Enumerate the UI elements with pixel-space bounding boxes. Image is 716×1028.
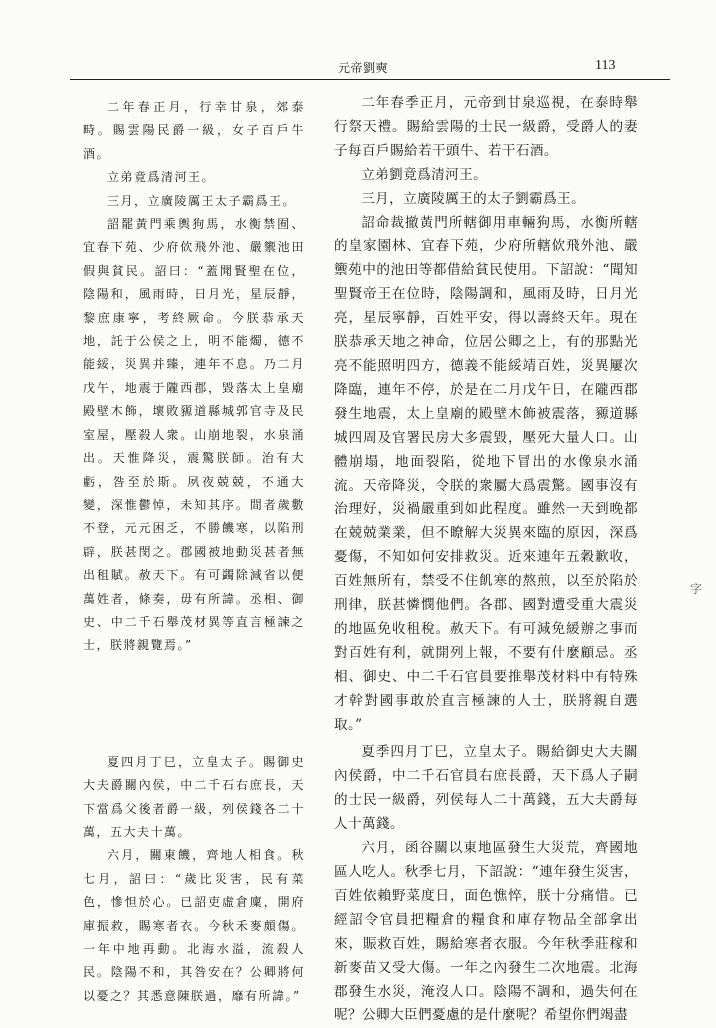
modern-paragraph-3: 三月，立廣陵厲王的太子劉霸爲王。 [361,190,586,207]
running-title: 元帝劉奭 [338,61,389,75]
modern-paragraph-4: 詔命裁撤黃門所轄御用車輛狗馬，水衡所轄的皇家園林、宜春下苑，少府所轄佽飛外池、嚴籞苑中的池田等都借給貧民使用。下詔說：“聞知聖賢帝王在位時，陰陽調和，風雨及時，日月光亮，星辰寧靜，百姓平安，得以壽終天年。現在朕恭承天地之神命，位居公卿之上，有的那點光亮不能照明四方，德義不能綏靖百姓，災異屢次降臨，連年不停，於是在二月戊午日，在隴西郡發生地震，太上皇廟的殿壁木飾被震落，豲道縣城四周及官署民房大多震毀，壓死大量人口。山體崩塌，地面裂陷，從地下冒出的水像泉水涌流。天帝降災，令朕的衆屬大爲震驚。國事沒有治理好，災禍嚴重到如此程度。雖然一天到晚都在兢兢業業，但不瞭解大災異來臨的原因，深爲憂傷，不知如何安排救災。近來連年五穀歉收，百姓無所有，禁受不住飢寒的熬煎，以至於陷於刑律，朕甚憐憫他們。各郡、國對遭受重大震災的地區免收租稅。赦天下。有可減免緩辦之事而對百姓有利，就開列上報，不要有什麼顧忌。丞相、御史、中二千石官員要推舉茂材料中有特殊才幹對國事敢於直言極諫的人士，朕將親自選取。” [334,214,638,733]
classical-paragraph-5: 夏四月丁巳，立皇太子。賜御史大夫爵關內侯，中二千石右庶長，天下當爲父後者爵一級，列侯錢各二十萬，五大夫十萬。 [83,754,305,839]
classical-paragraph-6: 六月，關東饑，齊地人相食。秋七月，詔曰：“歲比災害，民有菜色，慘怛於心。已詔吏虛倉廩，開府庫振救，賜寒者衣。今秋禾麥頗傷。一年中地再動。北海水溢，流殺人民。陰陽不和，其咎安在？公卿將何以憂之？其悉意陳朕過，靡有所諱。” [83,848,305,1003]
paragraph-gap [83,658,305,751]
margin-mark: 字 [690,582,703,596]
modern-paragraph-6: 六月，函谷關以東地區發生大災荒，齊國地區人吃人。秋季七月，下詔說：“連年發生災害，百姓依賴野菜度日，面色憔悴，朕十分痛惜。已經詔令官員把糧倉的糧食和庫存物品全部拿出來，賑救百姓，賜給寒者衣服。今年秋季莊稼和新麥苗又受大傷。一年之內發生二次地震。北海郡發生水災，淹沒人口。陰陽不調和，過失何在呢？公卿大臣們憂慮的是什麼呢？希望你們竭盡 [334,840,638,1024]
classical-text-column [83,96,305,1008]
page-number: 113 [595,58,616,73]
classical-paragraph-2: 立弟竟爲清河王。 [107,170,216,185]
modern-translation-column [334,92,638,1028]
modern-paragraph-2: 立弟劉竟爲清河王。 [361,166,488,183]
modern-paragraph-1: 二年春季正月，元帝到甘泉巡視，在泰時舉行祭天禮。賜給雲陽的士民一級爵，受爵人的妻子每百戶賜給若干頭牛、若干石酒。 [334,95,638,159]
classical-paragraph-4: 詔罷黃門乘輿狗馬，水衡禁囿、宜春下苑、少府佽飛外池、嚴籞池田假與貧民。詔曰：“蓋聞賢聖在位，陰陽和，風雨時，日月光，星辰靜，黎庶康寧，考終厥命。今朕恭承天地，託于公侯之上，明不能燭，德不能綏，災異并臻，連年不息。乃二月戊午，地震于隴西郡，毀落太上皇廟殿壁木飾，壞敗豲道縣城郭官寺及民室屋，壓殺人衆。山崩地裂，水泉涌出。天惟降災，震驚朕師。治有大虧，咎至於斯。夙夜兢兢，不通大變，深惟鬱悼，未知其序。間者歲數不登，元元困乏，不勝饑寒，以陷刑辟，朕甚閔之。郡國被地動災甚者無出租賦。赦天下。有可蠲除減省以便萬姓者，條奏，毋有所諱。丞相、御史、中二千石舉茂材異等直言極諫之士，朕將親覽焉。” [83,217,305,653]
classical-paragraph-1: 二年春正月，行幸甘泉，郊泰畤。賜雲陽民爵一級，女子百戶牛酒。 [83,100,305,161]
classical-paragraph-3: 三月，立廣陵厲王太子霸爲王。 [107,193,297,208]
running-header [70,55,670,79]
header-rule [70,79,670,80]
modern-paragraph-5: 夏季四月丁巳，立皇太子。賜給御史大夫關內侯爵，中二千石官員右庶長爵，天下爲人子嗣的士民一級爵，列侯每人二十萬錢，五大夫爵每人十萬錢。 [334,744,638,833]
